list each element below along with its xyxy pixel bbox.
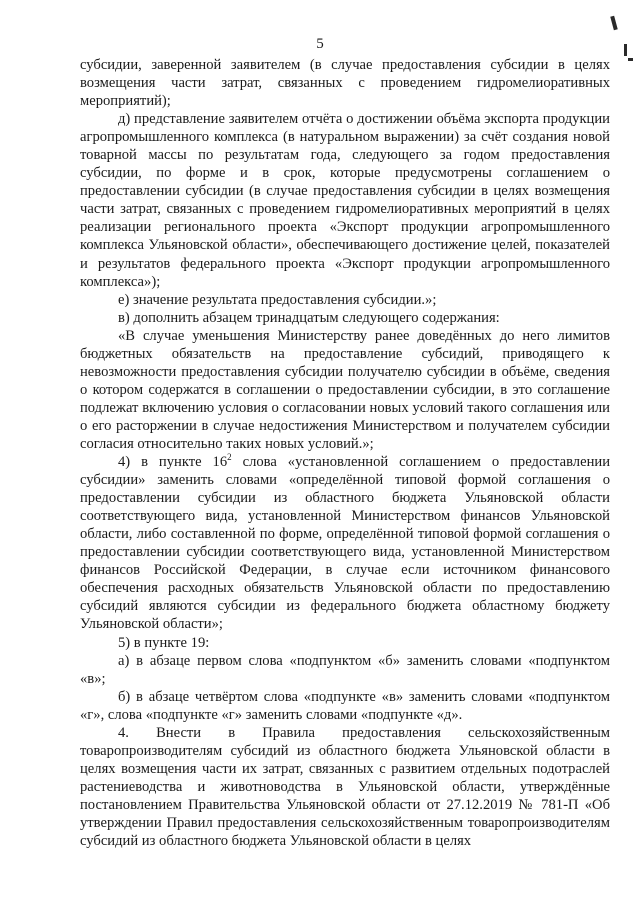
paragraph: 4. Внести в Правила предоставления сельскохозяйственным товаропроизводителям субсидий из областного бюджета Ульяновской области в целях возмещения части их затрат, связанных с развитием отдельных подотраслей растениеводства и животноводства в Ульяновской области, утверждённые постановлением Правительства Ульяновской области от 27.12.2019 № 781-П «Об утверждении Правил предоставления сельскохозяйственным товаропроизводителям субсидий из областного бюджета Ульяновской области в целях <box>80 724 610 850</box>
paragraph-rest: слова «установленной соглашением о предоставлении субсидии» заменить словами «определённой типовой формой соглашения о предоставлении субсидии из областного бюджета Ульяновской области соответствующего вида, установленной Министерством финансов Ульяновской области, либо составленной по форме, определённой типовой формой соглашения о предоставлении субсидии соответствующего вида, установленной Министерством финансов Российской Федерации, в случае если источником финансового обеспечения расходных обязательств Ульяновской области по предоставлению субсидий являются субсидии из федерального бюджета областному бюджету Ульяновской области»; <box>80 454 611 633</box>
paragraph: субсидии, заверенной заявителем (в случае предоставления субсидии в целях возмещения части затрат, связанных с проведением гидромелиоративных мероприятий); <box>80 57 610 110</box>
page-number: 5 <box>316 36 324 52</box>
paragraph: в) дополнить абзацем тринадцатым следующего содержания: <box>118 309 500 326</box>
scan-mark <box>624 44 627 56</box>
paragraph: д) представление заявителем отчёта о достижении объёма экспорта продукции агропромышленного комплекса (в натуральном выражении) за счёт создания новой товарной массы по результатам года, следующего за годом предоставления субсидии, по форме и в срок, которые предусмотрены соглашением о предоставлении субсидии (в случае предоставления субсидии в целях возмещения части затрат, связанных с проведением гидромелиоративных мероприятий в целях реализации регионального проекта «Экспорт продукции агропромышленного комплекса Ульяновской области», обеспечивающего достижение целей, показателей и результатов федерального проекта «Экспорт продукции агропромышленного комплекса»); <box>80 111 610 290</box>
superscript: 2 <box>227 452 232 463</box>
paragraph: б) в абзаце четвёртом слова «подпункте «в» заменить словами «подпунктом «г», слова «подпункте «г» заменить словами «подпункте «д». <box>80 688 610 723</box>
paragraph-lead: 4) в пункте 16 <box>118 454 228 471</box>
document-body <box>80 56 610 850</box>
paragraph: «В случае уменьшения Министерству ранее доведённых до него лимитов бюджетных обязательств на предоставление субсидий, приводящего к невозможности предоставления субсидии получателю субсидии в объёме, сведения о котором содержатся в соглашении о предоставлении субсидии, в это соглашение подлежат включению условия о согласовании новых условий такого соглашения или о его расторжении в случае недостижения Министерством и получателем субсидии согласия относительно таких новых условий.»; <box>80 327 610 452</box>
scan-mark <box>610 16 617 31</box>
paragraph: 5) в пункте 19: <box>118 634 210 651</box>
scan-mark <box>628 58 633 61</box>
paragraph <box>80 453 610 633</box>
paragraph: а) в абзаце первом слова «подпунктом «б» заменить словами «подпунктом «в»; <box>80 652 610 687</box>
paragraph: е) значение результата предоставления субсидии.»; <box>118 291 437 308</box>
